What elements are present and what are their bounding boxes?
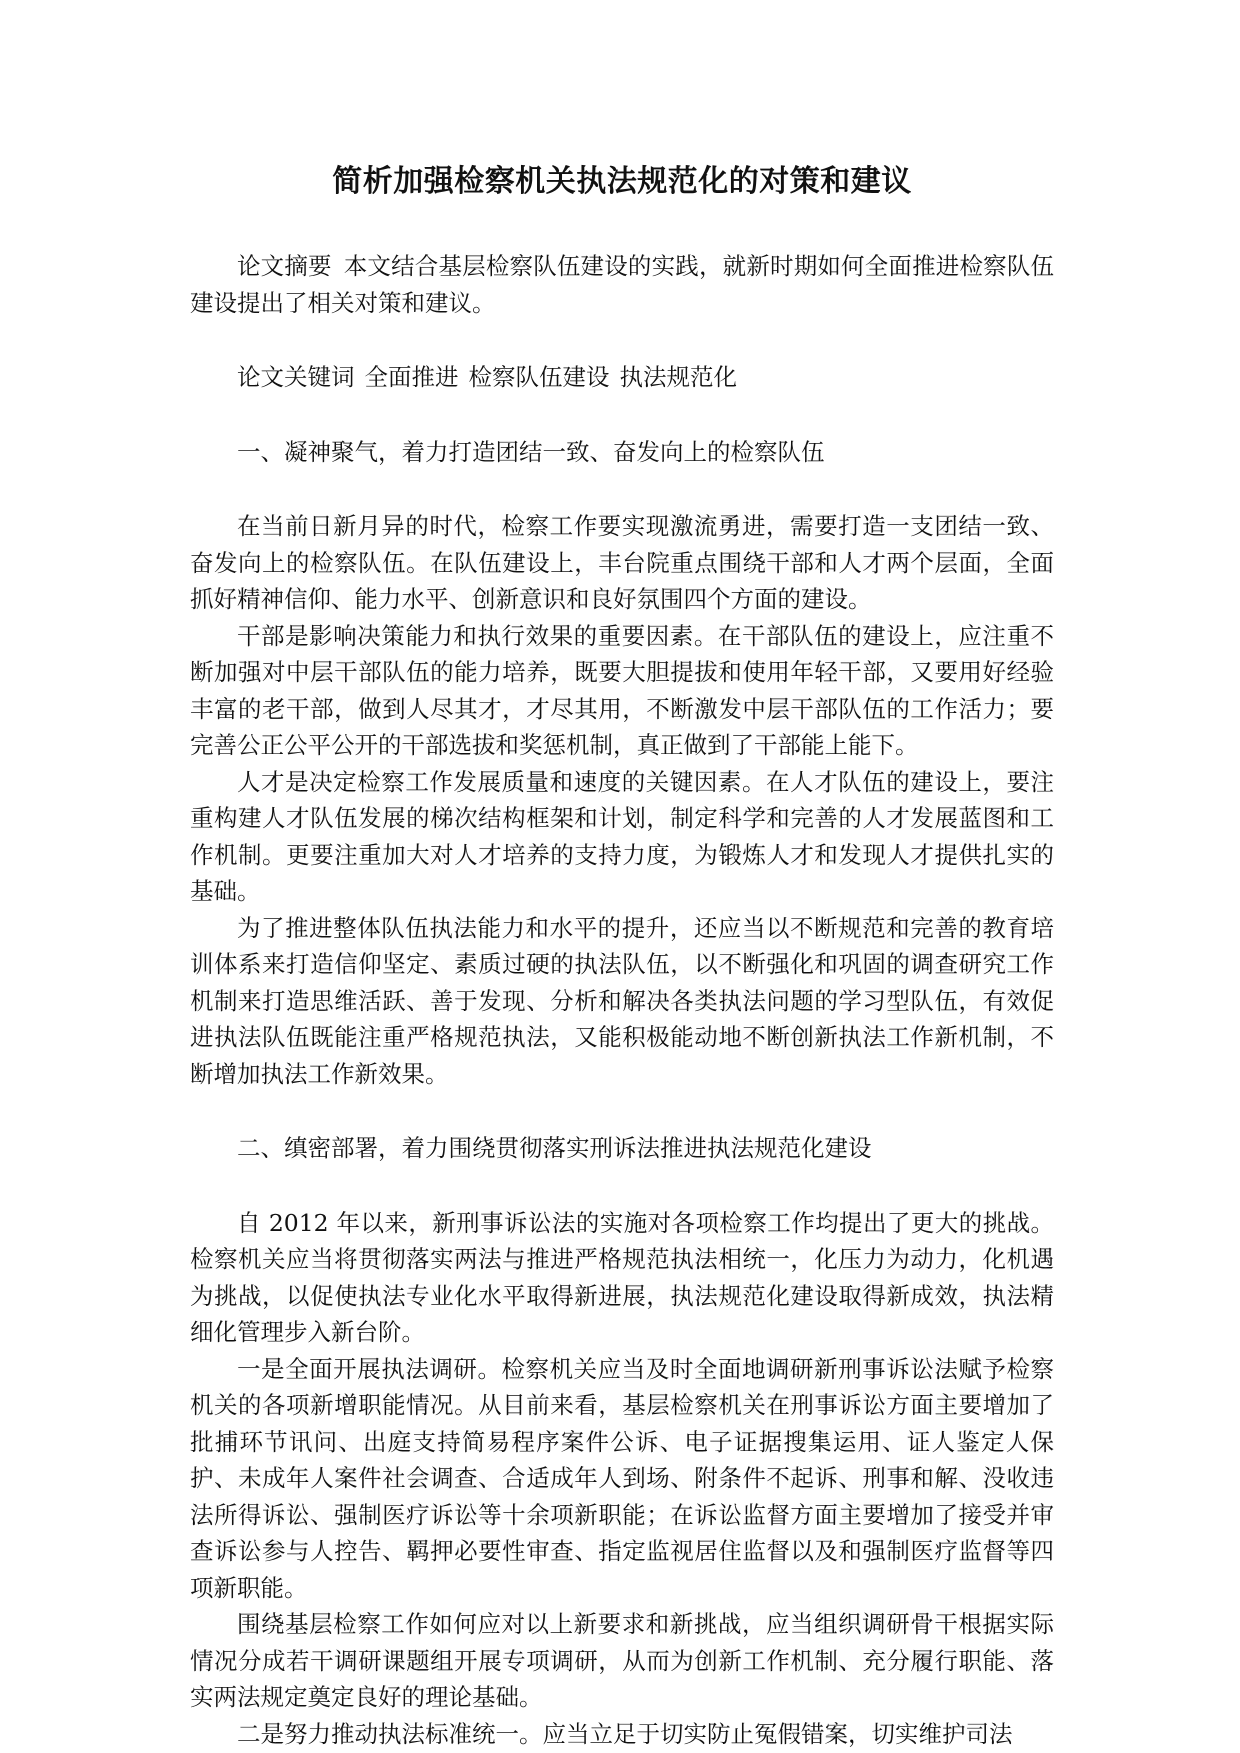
keywords-label: 论文关键词 xyxy=(237,363,355,391)
body-paragraph: 在当前日新月异的时代，检察工作要实现激流勇进，需要打造一支团结一致、奋发向上的检察队伍。在队伍建设上，丰台院重点围绕干部和人才两个层面，全面抓好精神信仰、能力水平、创新意识和良好氛围四个方面的建设。 xyxy=(190,512,1054,613)
body-paragraph: 人才是决定检察工作发展质量和速度的关键因素。在人才队伍的建设上，要注重构建人才队伍发展的梯次结构框架和计划，制定科学和完善的人才发展蓝图和工作机制。更要注重加大对人才培养的支持力度，为锻炼人才和发现人才提供扎实的基础。 xyxy=(190,767,1054,905)
abstract-label: 论文摘要 xyxy=(237,252,332,280)
document-title: 简析加强检察机关执法规范化的对策和建议 xyxy=(332,164,912,199)
section-heading: 一、凝神聚气，着力打造团结一致、奋发向上的检察队伍 xyxy=(237,437,825,466)
body-paragraph: 干部是影响决策能力和执行效果的重要因素。在干部队伍的建设上，应注重不断加强对中层干部队伍的能力培养，既要大胆提拔和使用年轻干部，又要用好经验丰富的老干部，做到人尽其才，才尽其用，不断激发中层干部队伍的工作活力；要完善公正公平公开的干部选拔和奖惩机制，真正做到了干部能上能下。 xyxy=(190,621,1054,759)
body-paragraph: 围绕基层检察工作如何应对以上新要求和新挑战，应当组织调研骨干根据实际情况分成若干调研课题组开展专项调研，从而为创新工作机制、充分履行职能、落实两法规定奠定良好的理论基础。 xyxy=(190,1610,1054,1711)
keyword-item: 执法规范化 xyxy=(619,363,737,391)
abstract-paragraph xyxy=(190,248,1054,321)
keyword-item: 检察队伍建设 xyxy=(468,363,610,391)
keyword-item: 全面推进 xyxy=(364,363,459,391)
abstract-text: 本文结合基层检察队伍建设的实践，就新时期如何全面推进检察队伍建设提出了相关对策和建议。 xyxy=(190,252,1055,317)
keywords-paragraph xyxy=(190,359,1054,396)
section-heading: 二、缜密部署，着力围绕贯彻落实刑诉法推进执法规范化建设 xyxy=(237,1134,872,1162)
body-paragraph: 为了推进整体队伍执法能力和水平的提升，还应当以不断规范和完善的教育培训体系来打造信仰坚定、素质过硬的执法队伍，以不断强化和巩固的调查研究工作机制来打造思维活跃、善于发现、分析和解决各类执法问题的学习型队伍，有效促进执法队伍既能注重严格规范执法，又能积极能动地不断创新执法工作新机制，不断增加执法工作新效果。 xyxy=(190,913,1054,1088)
document-page xyxy=(190,160,1054,1752)
body-paragraph: 一是全面开展执法调研。检察机关应当及时全面地调研新刑事诉讼法赋予检察机关的各项新增职能情况。从目前来看，基层检察机关在刑事诉讼方面主要增加了批捕环节讯问、出庭支持简易程序案件公诉、电子证据搜集运用、证人鉴定人保护、未成年人案件社会调查、合适成年人到场、附条件不起诉、刑事和解、没收违法所得诉讼、强制医疗诉讼等十余项新职能；在诉讼监督方面主要增加了接受并审查诉讼参与人控告、羁押必要性审查、指定监视居住监督以及和强制医疗监督等四项新职能。 xyxy=(190,1354,1054,1602)
body-paragraph: 二是努力推动执法标准统一。应当立足于切实防止冤假错案，切实维护司法 xyxy=(237,1719,1013,1748)
body-paragraph: 自 2012 年以来，新刑事诉讼法的实施对各项检察工作均提出了更大的挑战。检察机关应当将贯彻落实两法与推进严格规范执法相统一，化压力为动力，化机遇为挑战，以促使执法专业化水平取得新进展，执法规范化建设取得新成效，执法精细化管理步入新台阶。 xyxy=(190,1208,1054,1346)
